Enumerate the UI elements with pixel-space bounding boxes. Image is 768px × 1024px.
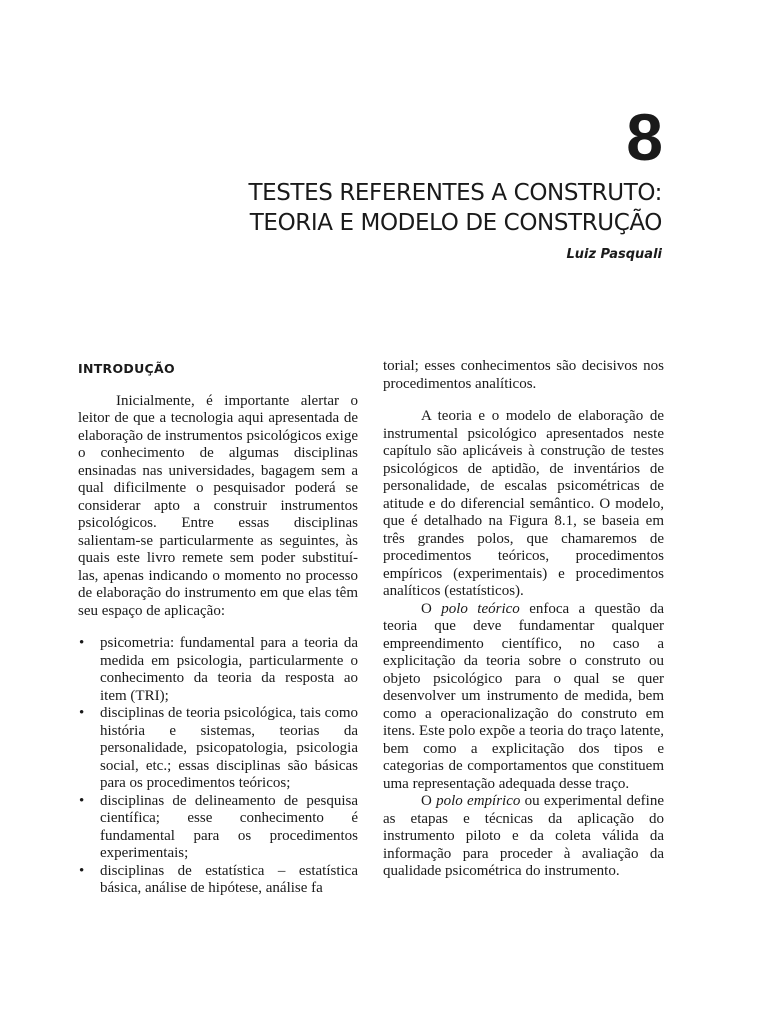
bullet-marker: • (79, 792, 85, 809)
polo-teorico-paragraph (383, 601, 664, 794)
model-paragraph: A teoria e o modelo de elaboração de instrumental psicológico apresentados neste capítulo são aplicáveis à construção de testes psicológicos de aptidão, de inventários de personalidade, de escalas psicométricas de atitude e do diferencial semântico. O modelo, que é detalhado na Figura 8.1, se baseia em três grandes polos, que chamaremos de procedimentos teóricos, procedimentos empíricos (experimentais) e procedimentos analíticos (estatísticos). (383, 408, 664, 599)
list-item (78, 863, 358, 898)
paragraph-text: ou experimental define as etapas e técnicas da aplicação do instrumento piloto e da coleta válida da informação para proceder à avaliação da qualidade psicométrica do instrumento. (383, 793, 664, 879)
paragraph-prefix: O (421, 793, 437, 809)
list-item-text: disciplinas de estatística – estatística básica, análise de hipótese, análise fa (100, 862, 358, 896)
right-column (383, 358, 664, 881)
bullet-marker: • (79, 635, 85, 651)
chapter-title-line-1: TESTES REFERENTES A CONSTRUTO: (248, 180, 662, 206)
polo-empirico-paragraph (383, 793, 664, 881)
paragraph-text: enfoca a questão da teoria que deve fundamentar qualquer empreendimento científico, no caso a explicitação da teoria sobre o construto ou objeto psicológico para o qual se quer desenvolver um instrumento de medida, bem como a operacionalização do construto em itens. Este polo expõe a teoria do traço latente, bem como a explicitação dos tipos e categorias de comportamentos que constituem uma representação adequada desse traço. (383, 600, 664, 792)
list-item-text: disciplinas de teoria psicológica, tais como história e sistemas, teorias da personalidade, psicopatologia, psicologia social, etc.; essas disciplinas são básicas para os procedimentos teóricos; (100, 705, 358, 791)
chapter-number: 8 (626, 100, 662, 174)
list-item-text: psicometria: fundamental para a teoria da medida em psicologia, particularmente o conhecimento da teoria da resposta ao item (TRI); (100, 635, 358, 704)
polo-empirico-term: polo empírico (436, 793, 521, 809)
bullet-marker: • (79, 862, 85, 879)
list-item (78, 635, 358, 705)
polo-teorico-term: polo teórico (441, 600, 520, 617)
chapter-title (142, 178, 662, 238)
continuation-paragraph: torial; esses conhecimentos são decisivos nos procedimentos analíticos. (383, 358, 664, 392)
chapter-title-line-2: TEORIA E MODELO DE CONSTRUÇÃO (249, 210, 662, 236)
section-heading-introducao: INTRODUÇÃO (78, 361, 175, 376)
disciplines-list (78, 635, 358, 898)
left-column (78, 358, 358, 898)
list-item-text: disciplinas de delineamento de pesquisa científica; esse conhecimento é fundamental para os procedimentos experimentais; (100, 792, 358, 861)
intro-paragraph: Inicialmente, é importante alertar o leitor de que a tecnologia aqui apresentada de elaboração de instrumentos psicológicos exige o conhecimento de algumas disciplinas ensinadas nas universidades, bagagem sem a qual dificilmente o pesquisador poderá se considerar apto a construir instrumentos psicológicos. Entre essas disciplinas salientam-se particularmente as seguintes, às quais este livro remete sem poder substituí-las, apenas indicando o momento no processo de elaboração do instrumento em que elas têm seu espaço de aplicação: (78, 392, 358, 619)
list-item (78, 705, 358, 793)
chapter-author: Luiz Pasquali (566, 247, 662, 262)
list-item (78, 793, 358, 863)
bullet-marker: • (79, 705, 85, 721)
paragraph-prefix: O (421, 600, 442, 617)
